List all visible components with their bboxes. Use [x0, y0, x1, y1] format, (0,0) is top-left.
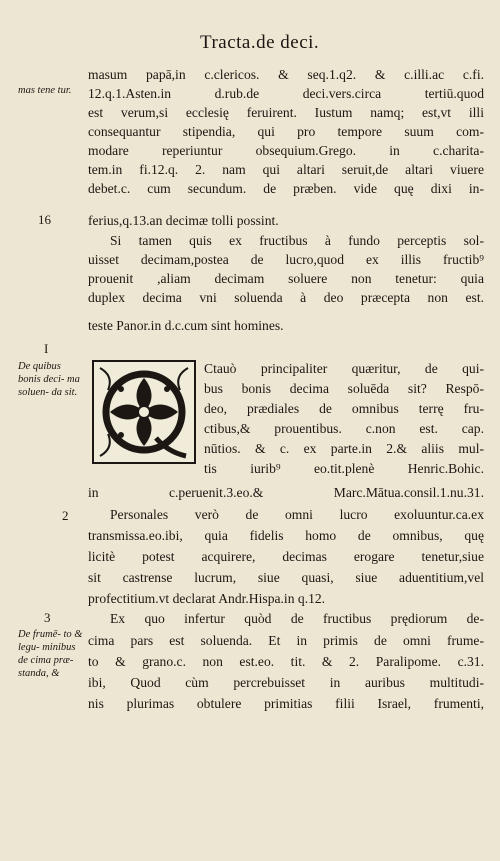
- text-line: Si tamen quis ex fructibus à fundo perceptis sol-: [110, 233, 484, 248]
- initial-letter: [94, 362, 194, 462]
- text-line: teste Panor.in d.c.cum sint homines.: [88, 318, 284, 333]
- margin-number-16: 16: [38, 212, 51, 227]
- text-line: profectitium.vt declarat Andr.Hispa.in q.12.: [88, 591, 326, 606]
- text-line: masum papā,in c.clericos. & seq.1.q2. & c.illi.ac c.fi.: [88, 67, 484, 82]
- text-line: Personales verò de omni lucro exoluuntur.ca.ex: [110, 507, 484, 522]
- text-line: cima pars est soluenda. Et in primis de omni frume-: [88, 633, 484, 648]
- text-line: licitè potest acquirere, decimas erogare tenetur,siue: [88, 549, 484, 564]
- text-line: duplex decima vni soluenda à deo præcepta non est.: [88, 290, 484, 305]
- text-line: tem.in fi.12.q. 2. nam qui altari seruit,de altari viuere: [88, 162, 484, 177]
- text-line: consequantur stipendia, qui pro tempore suum com-: [88, 124, 484, 139]
- text-line: ibi, Quod cùm percrebuisset in auribus multitudi-: [88, 675, 484, 690]
- text-line: modare reperiuntur obsequium.Grego. in c.charita-: [88, 143, 484, 158]
- text-line: ctibus,& prouentibus. c.non est. cap.: [204, 421, 484, 436]
- text-line: sit castrense lucrum, siue quasi, siue aduentitium,vel: [88, 570, 484, 585]
- text-line: est verum,si ecclesię feruirent. Iustum namq; est,vt illi: [88, 105, 484, 120]
- margin-number-3: 3: [44, 610, 51, 625]
- margin-number-2: 2: [62, 508, 69, 523]
- text-line: Ctauò principaliter quæritur, de qui-: [204, 361, 484, 376]
- text-line: bus bonis decima soluēda sit? Respō-: [204, 381, 484, 396]
- text-line: nis plurimas obtulere primitias filii Israel, frumenti,: [88, 696, 484, 711]
- text-line: nūtios. & c. ex parte.in 2.& aliis mul-: [204, 441, 484, 456]
- text-line: Ex quo infertur quòd de fructibus prędiorum de-: [110, 611, 484, 626]
- text-line: deo, prædiales de omnibus terrę fru-: [204, 401, 484, 416]
- text-line: transmissa.eo.ibi, quia fidelis homo de omnibus, quę: [88, 528, 484, 543]
- text-line: prouenit ,aliam decimam soluere non tenetur: quia: [88, 271, 484, 286]
- text-line: to & grano.c. non est.eo. tit. & 2. Paralipome. c.31.: [88, 654, 484, 669]
- margin-note-tenetur: mas tene tur.: [18, 85, 72, 96]
- text-line: tis iurib⁹ eo.tit.plenè Henric.Bohic.: [204, 461, 484, 476]
- margin-number-1: I: [44, 341, 49, 356]
- text-line: uisset decimam,postea de lucro,quod ex illis fructib⁹: [88, 252, 484, 267]
- text-line: 12.q.1.Asten.in d.rub.de deci.vers.circa tertiū.quod: [88, 86, 484, 101]
- text-line: debet.c. cum secundum. de præben. vide quę dixi in-: [88, 181, 484, 196]
- margin-note-de-frumento: De frumē- to & legu- minibus de cima præ- standa, &: [18, 629, 83, 679]
- margin-note-de-quibus-bonis: De quibus bonis deci- ma soluen- da sit.: [18, 361, 80, 398]
- running-header: Tracta.de deci.: [200, 32, 320, 53]
- decorated-initial-q: [92, 360, 196, 464]
- text-line: ferius,q.13.an decimæ tolli possint.: [88, 213, 279, 228]
- text-line: in c.peruenit.3.eo.& Marc.Mātua.consil.1.nu.31.: [88, 485, 484, 500]
